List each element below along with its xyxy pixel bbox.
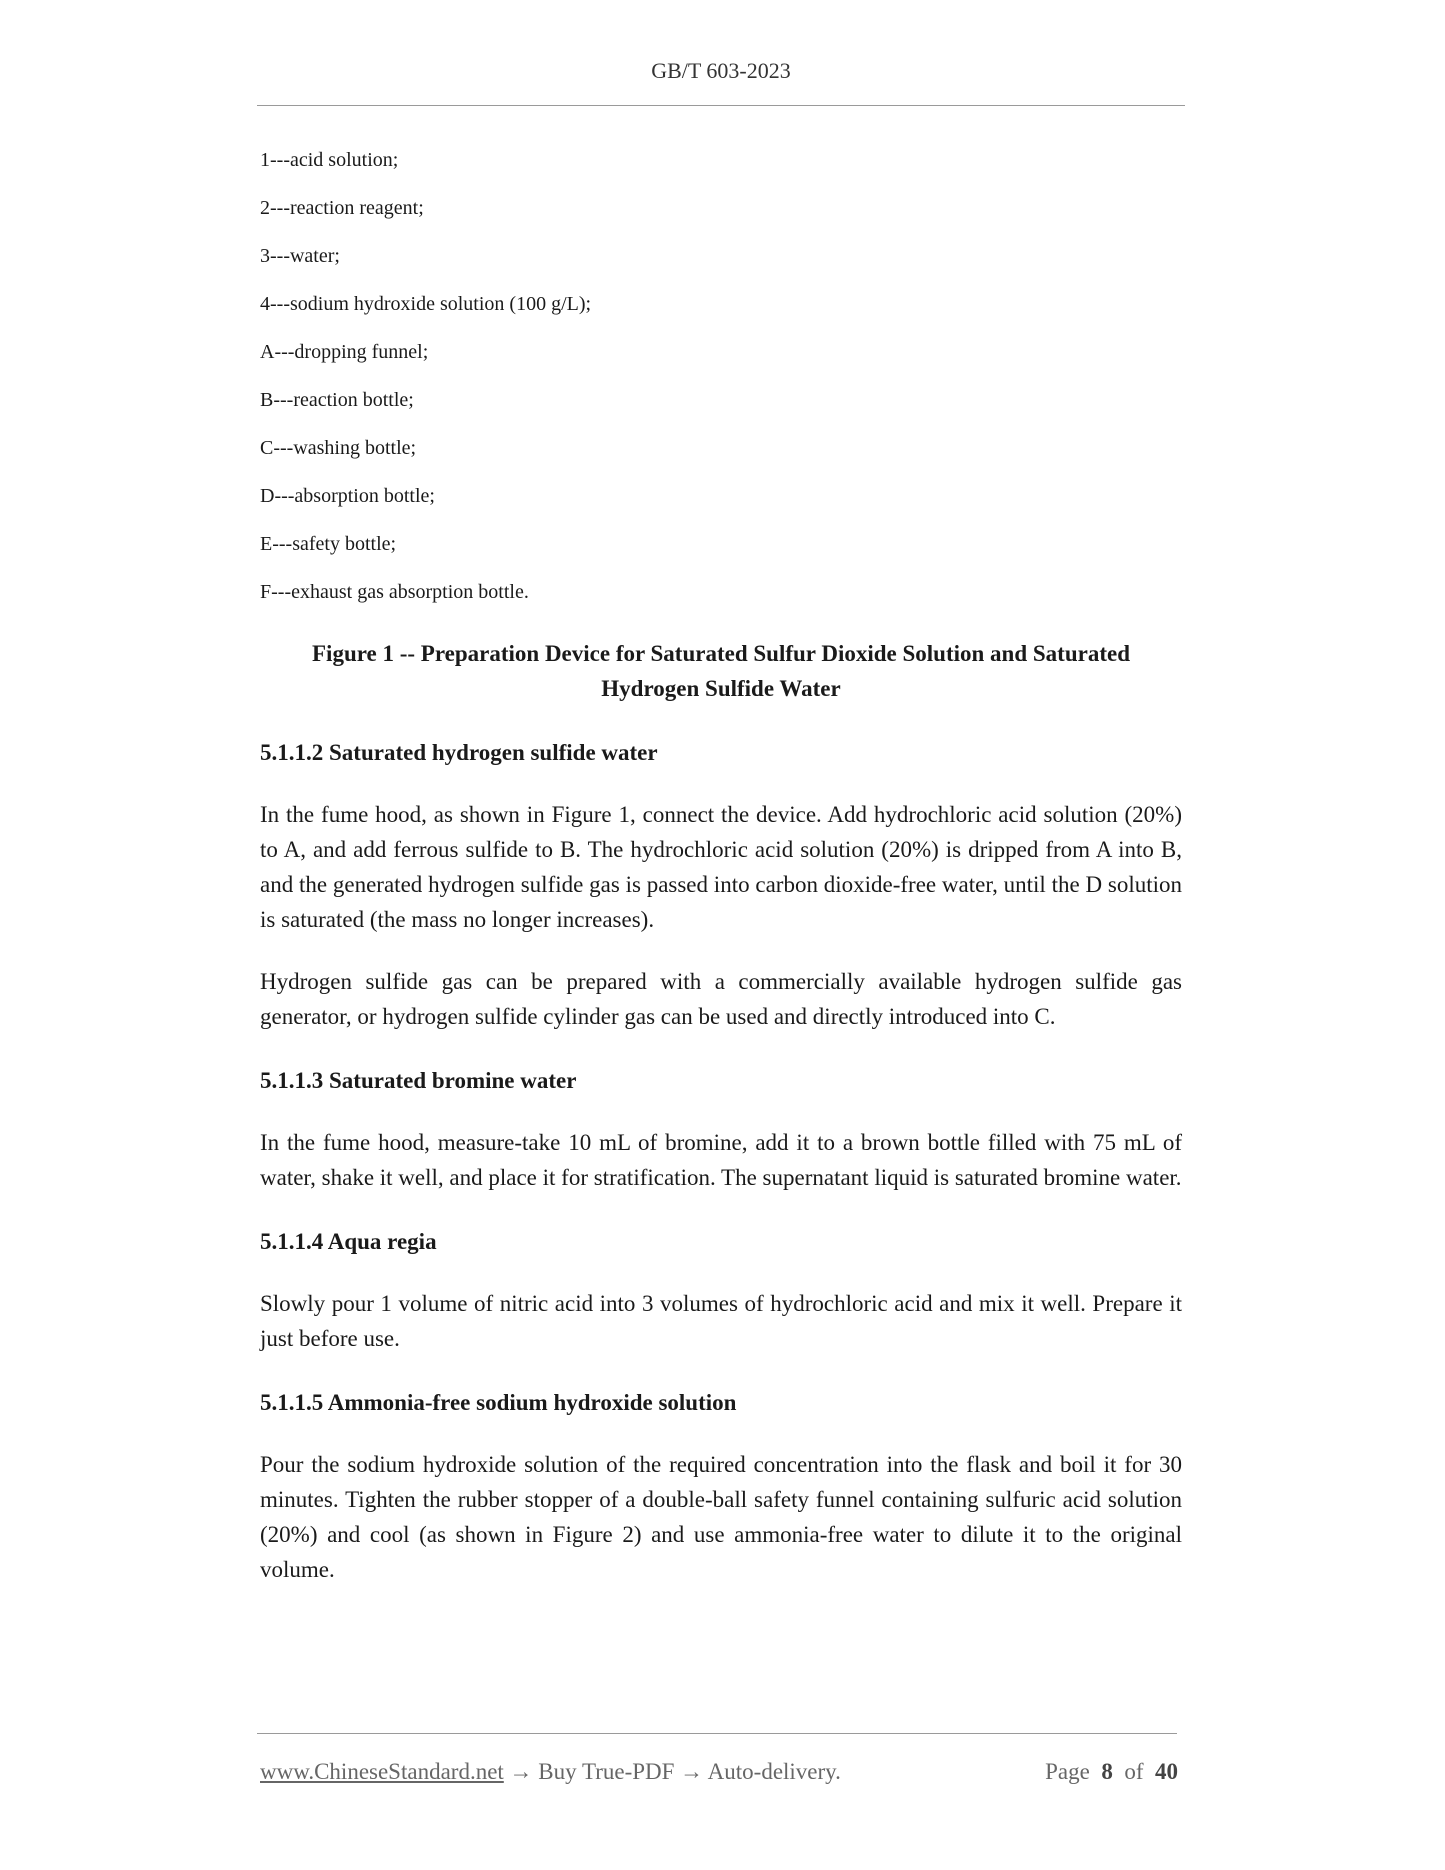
document-header: GB/T 603-2023 [651, 58, 791, 83]
of-label: of [1124, 1759, 1144, 1784]
legend-item: B---reaction bottle; [260, 389, 414, 411]
footer-tagline: → Buy True-PDF → Auto-delivery. [503, 1759, 841, 1784]
legend-item: D---absorption bottle; [260, 485, 435, 507]
legend-item: E---safety bottle; [260, 533, 397, 555]
figure-caption-line: Hydrogen Sulfide Water [601, 676, 841, 701]
legend-item: 4---sodium hydroxide solution (100 g/L); [260, 293, 592, 315]
page-indicator [1045, 1757, 1178, 1787]
paragraph: Slowly pour 1 volume of nitric acid into 3 volumes of hydrochloric acid and mix it well. Prepare it just before use. [260, 1291, 1182, 1351]
legend-item: 3---water; [260, 245, 340, 267]
page-content [260, 146, 1182, 1587]
figure-caption-line: Figure 1 -- Preparation Device for Saturated Sulfur Dioxide Solution and Saturated [312, 641, 1130, 666]
legend-item: A---dropping funnel; [260, 341, 429, 363]
legend-item: F---exhaust gas absorption bottle. [260, 581, 529, 603]
section-heading: 5.1.1.3 Saturated bromine water [260, 1068, 577, 1093]
paragraph: Pour the sodium hydroxide solution of the required concentration into the flask and boil it for 30 minutes. Tighten the rubber stopper of a double-ball safety funnel containing sulfuric acid solution (20%) and cool (as shown in Figure 2) and use ammonia-free water to dilute it to the original volume. [260, 1452, 1182, 1582]
section-heading: 5.1.1.2 Saturated hydrogen sulfide water [260, 740, 658, 765]
figure-caption [260, 636, 1182, 706]
page-label: Page [1045, 1759, 1090, 1784]
footer-promo [260, 1757, 841, 1787]
page-number: 8 [1101, 1759, 1113, 1784]
footer-divider [257, 1733, 1177, 1734]
section-heading: 5.1.1.5 Ammonia-free sodium hydroxide solution [260, 1390, 737, 1415]
legend-item: 2---reaction reagent; [260, 197, 424, 219]
header-divider [257, 105, 1185, 106]
figure-legend [260, 146, 1182, 606]
paragraph: In the fume hood, as shown in Figure 1, connect the device. Add hydrochloric acid solution (20%) to A, and add ferrous sulfide to B. The hydrochloric acid solution (20%) is dripped from A into B, and the generated hydrogen sulfide gas is passed into carbon dioxide-free water, until the D solution is saturated (the mass no longer increases). [260, 802, 1182, 932]
legend-item: 1---acid solution; [260, 149, 399, 171]
section-heading: 5.1.1.4 Aqua regia [260, 1229, 437, 1254]
paragraph: In the fume hood, measure-take 10 mL of bromine, add it to a brown bottle filled with 75 mL of water, shake it well, and place it for stratification. The supernatant liquid is saturated bromine water. [260, 1130, 1182, 1190]
site-link[interactable]: www.ChineseStandard.net [260, 1759, 504, 1784]
total-pages: 40 [1155, 1759, 1178, 1784]
legend-item: C---washing bottle; [260, 437, 417, 459]
paragraph: Hydrogen sulfide gas can be prepared with a commercially available hydrogen sulfide gas generator, or hydrogen sulfide cylinder gas can be used and directly introduced into C. [260, 969, 1182, 1029]
